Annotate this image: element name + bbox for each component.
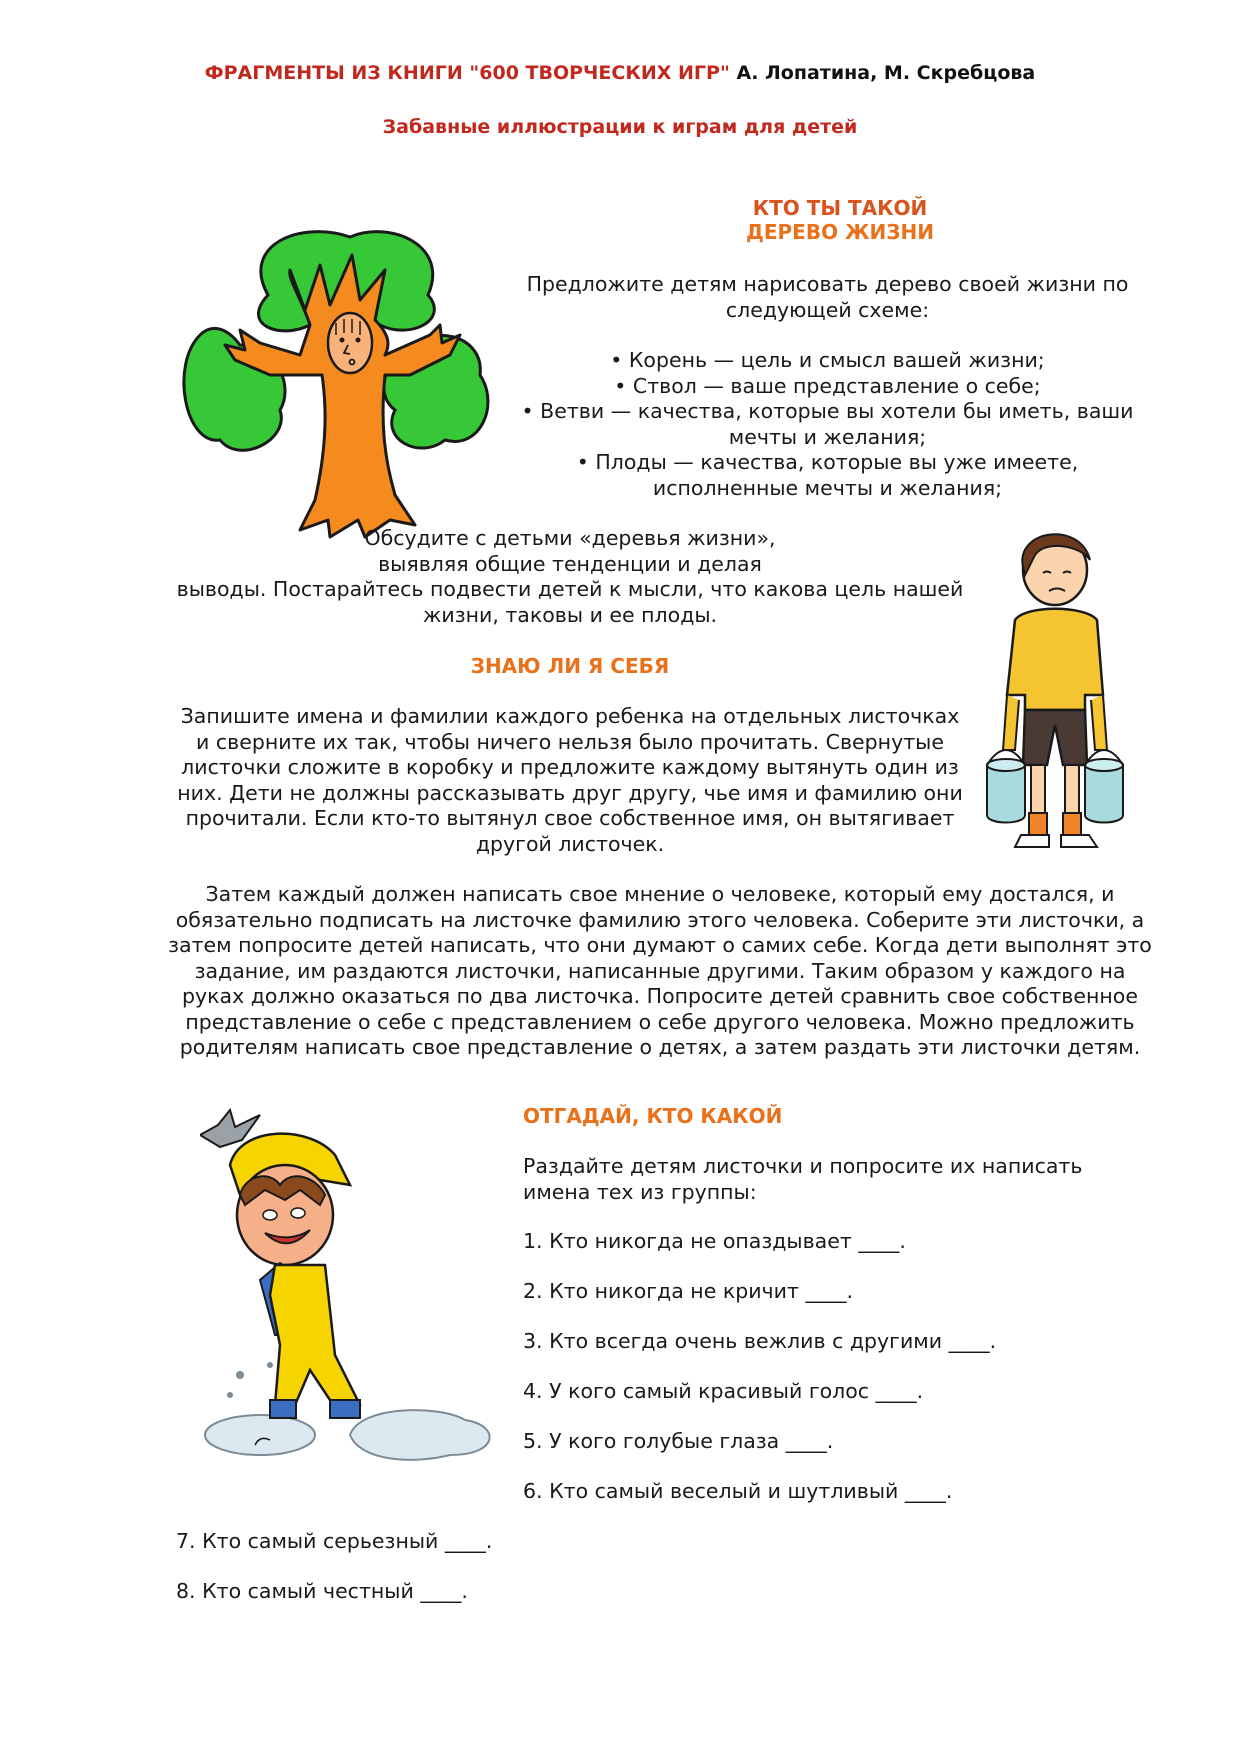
happy-child-in-puddle-illustration: [200, 1105, 520, 1485]
list-item: 5. У кого голубые глаза ____.: [523, 1429, 834, 1453]
text-line: Раздайте детям листочки и попросите их написать: [523, 1154, 1083, 1178]
document-title-book: ФРАГМЕНТЫ ИЗ КНИГИ "600 ТВОРЧЕСКИХ ИГР": [204, 62, 730, 84]
text-line: затем попросите детей написать, что они думают о самих себе. Когда дети выполнят это: [168, 933, 1152, 957]
text-line: руках должно оказаться по два листочка. Попросите детей сравнить свое собственное: [182, 984, 1138, 1008]
text-line: них. Дети не должны рассказывать друг другу, чье имя и фамилию они: [177, 780, 963, 805]
list-item: 7. Кто самый серьезный ____.: [176, 1529, 493, 1553]
document-title-authors: А. Лопатина, М. Скребцова: [736, 62, 1036, 84]
document-title: [0, 62, 1240, 84]
know-myself-paragraph-1: [170, 704, 970, 857]
list-item: 2. Кто никогда не кричит ____.: [523, 1279, 853, 1303]
happy-child-drawing: [200, 1105, 520, 1485]
tree-of-life-illustration: [180, 225, 520, 565]
section-who-are-you-headings: [640, 196, 1040, 244]
text-line: и сверните их так, чтобы ничего нельзя было прочитать. Свернутые: [196, 729, 944, 754]
heading-tree-of-life: ДЕРЕВО ЖИЗНИ: [746, 220, 934, 244]
text-line: листочки сложите в коробку и предложите каждому вытянуть один из: [181, 755, 959, 779]
guess-who-intro: [523, 1154, 1143, 1205]
scheme-item-branches-cont: мечты и желания;: [728, 424, 927, 449]
document-subtitle: Забавные иллюстрации к играм для детей: [382, 116, 858, 138]
know-myself-paragraph-2: [160, 882, 1160, 1061]
tree-discussion-text: [170, 526, 970, 628]
text-line: выявляя общие тенденции и делая: [378, 551, 762, 576]
text-line: задание, им раздаются листочки, написанные другими. Таким образом у каждого на: [194, 958, 1126, 983]
text-line: Запишите имена и фамилии каждого ребенка на отдельных листочках: [180, 704, 960, 728]
text-line: представление о себе с представлением о себе другого человека. Можно предложить: [185, 1009, 1135, 1034]
heading-who-are-you: КТО ТЫ ТАКОЙ: [752, 196, 928, 220]
list-item: 6. Кто самый веселый и шутливый ____.: [523, 1479, 953, 1503]
text-line: выводы. Постарайтесь подвести детей к мысли, что какова цель нашей: [176, 577, 964, 601]
tree-scheme-list: [515, 348, 1140, 501]
list-item: 1. Кто никогда не опаздывает ____.: [523, 1229, 906, 1253]
text-line: родителям написать свое представление о детях, а затем раздать эти листочки детям.: [179, 1035, 1141, 1059]
list-item: 8. Кто самый честный ____.: [176, 1579, 468, 1603]
list-item: 3. Кто всегда очень вежлив с другими ____.: [523, 1329, 997, 1353]
text-line: другой листочек.: [475, 831, 665, 856]
text-line: Обсудите с детьми «деревья жизни»,: [364, 526, 776, 550]
tree-drawing: [180, 225, 520, 565]
heading-guess-who: ОТГАДАЙ, КТО КАКОЙ: [523, 1104, 783, 1128]
scheme-item-fruits-cont: исполненные мечты и желания;: [652, 475, 1003, 500]
text-line: прочитали. Если кто-то вытянул свое собственное имя, он вытягивает: [185, 806, 955, 830]
text-line: имена тех из группы:: [523, 1179, 757, 1204]
scheme-item-trunk: • Ствол — ваше представление о себе;: [614, 373, 1041, 398]
scheme-item-branches: • Ветви — качества, которые вы хотели бы иметь, ваши: [521, 399, 1134, 423]
text-line: жизни, таковы и ее плоды.: [422, 602, 718, 627]
text-line: Предложите детям нарисовать дерево своей жизни по: [526, 272, 1129, 296]
text-line: Затем каждый должен написать свое мнение о человеке, который ему достался, и: [205, 882, 1115, 906]
sad-boy-with-buckets-illustration: [985, 525, 1125, 865]
scheme-item-root: • Корень — цель и смысл вашей жизни;: [610, 348, 1045, 372]
text-line: следующей схеме:: [725, 297, 930, 322]
sad-boy-drawing: [985, 525, 1125, 865]
scheme-item-fruits: • Плоды — качества, которые вы уже имеете,: [576, 450, 1079, 474]
tree-intro-text: [515, 272, 1140, 323]
list-item: 4. У кого самый красивый голос ____.: [523, 1379, 924, 1403]
text-line: обязательно подписать на листочке фамилию этого человека. Соберите эти листочки, а: [175, 907, 1145, 932]
heading-do-i-know-myself: ЗНАЮ ЛИ Я СЕБЯ: [470, 654, 670, 678]
